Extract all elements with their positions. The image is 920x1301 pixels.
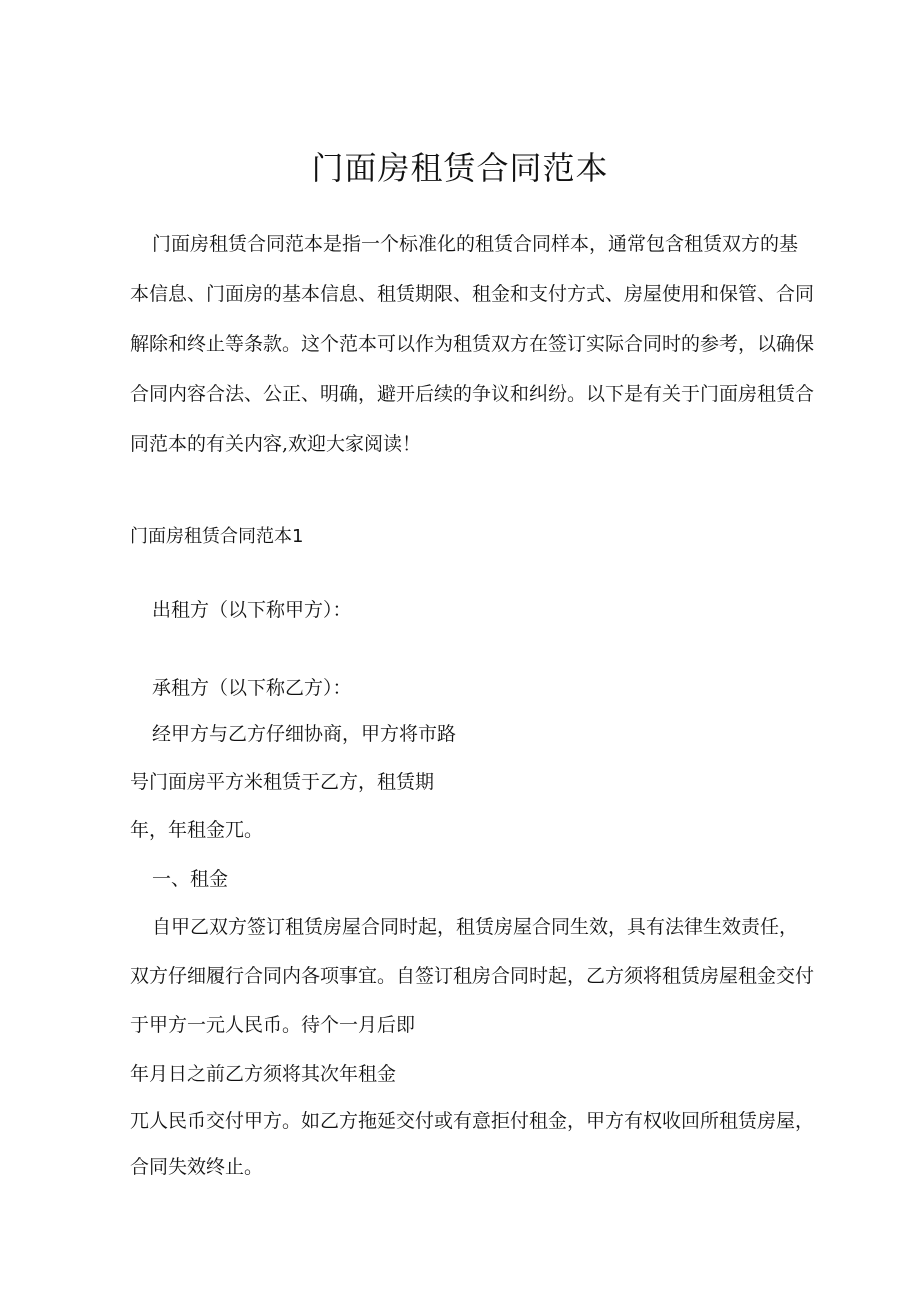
agreement-line: 年，年租金兀。 [130, 819, 264, 841]
clause-line: 兀人民币交付甲方。如乙方拖延交付或有意拒付租金，甲方有权收回所租赁房屋， [130, 1110, 815, 1132]
party-a-line: 出租方（以下称甲方）： [152, 599, 352, 621]
clause-heading: 一、租金 [152, 868, 229, 890]
agreement-line: 号门面房平方米租赁于乙方，租赁期 [130, 771, 435, 793]
intro-line: 同范本的有关内容,欢迎大家阅读！ [130, 433, 422, 455]
intro-line: 本信息、门面房的基本信息、租赁期限、租金和支付方式、房屋使用和保管、合同 [130, 283, 815, 305]
clause-line: 合同失效终止。 [130, 1156, 264, 1178]
clause-line: 双方仔细履行合同内各项事宜。自签订租房合同时起，乙方须将租赁房屋租金交付 [130, 965, 815, 987]
party-b-line: 承租方（以下称乙方）： [152, 677, 352, 699]
intro-line: 合同内容合法、公正、明确，避开后续的争议和纠纷。以下是有关于门面房租赁合 [130, 383, 815, 405]
clause-line: 自甲乙双方签订租赁房屋合同时起，租赁房屋合同生效，具有法律生效责任， [152, 916, 799, 938]
intro-line: 门面房租赁合同范本是指一个标准化的租赁合同样本，通常包含租赁双方的基 [152, 233, 799, 255]
clause-line: 于甲方一元人民币。待个一月后即 [130, 1014, 416, 1036]
intro-line: 解除和终止等条款。这个范本可以作为租赁双方在签订实际合同时的参考，以确保 [130, 333, 815, 355]
agreement-line: 经甲方与乙方仔细协商，甲方将市路 [152, 723, 457, 745]
clause-line: 年月日之前乙方须将其次年租金 [130, 1063, 397, 1085]
section-heading: 门面房租赁合同范本1 [130, 526, 304, 547]
document-title: 门面房租赁合同范本 [311, 149, 609, 187]
